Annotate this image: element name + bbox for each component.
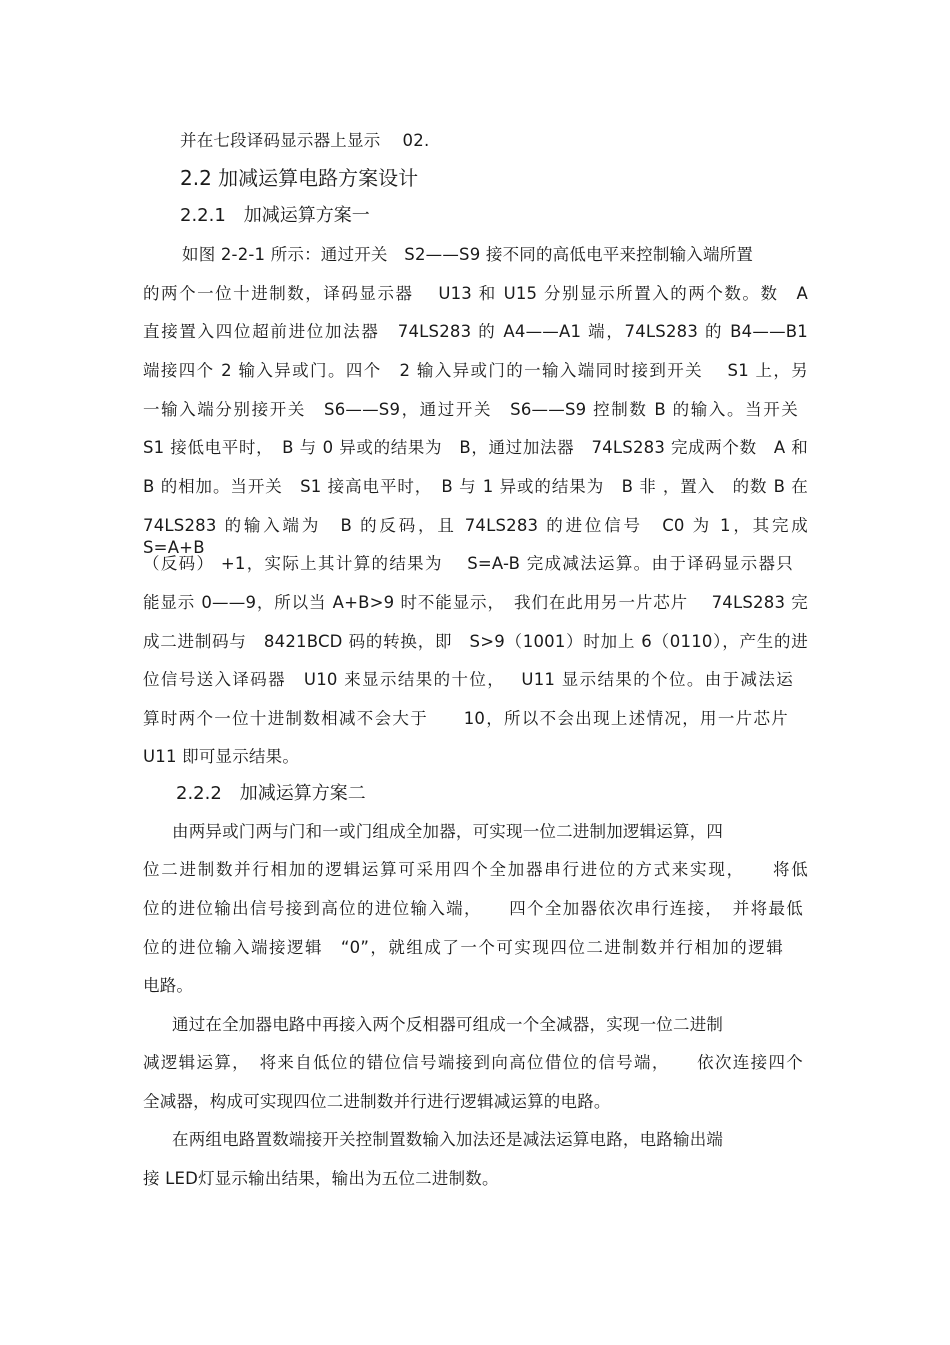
section-heading-2-2: 2.2 加减运算电路方案设计 <box>180 166 419 190</box>
body-line: 74LS283 的输入端为 B 的反码，且 74LS283 的进位信号 C0 为 1，其完成 S=A+B <box>143 516 825 557</box>
body-line: 位二进制数并行相加的逻辑运算可采用四个全加器串行进位的方式来实现， 将低 <box>143 860 808 879</box>
body-line: 的两个一位十进制数，译码显示器 U13 和 U15 分别显示所置入的两个数。数 A <box>143 284 808 303</box>
body-line: U11 即可显示结果。 <box>143 747 300 766</box>
body-line: 电路。 <box>143 976 194 995</box>
body-line: 如图 2-2-1 所示：通过开关 S2——S9 接不同的高低电平来控制输入端所置 <box>182 245 754 264</box>
body-line: 通过在全加器电路中再接入两个反相器可组成一个全减器，实现一位二进制 <box>172 1015 724 1034</box>
body-line: 能显示 0——9，所以当 A+B>9 时不能显示， 我们在此用另一片芯片 74LS283 完 <box>143 593 808 612</box>
body-line: 一输入端分别接开关 S6——S9，通过开关 S6——S9 控制数 B 的输入。当开关 <box>143 400 798 419</box>
body-line: 减逻辑运算， 将来自低位的错位信号端接到向高位借位的信号端， 依次连接四个 <box>143 1053 803 1072</box>
body-line: 全减器，构成可实现四位二进制数并行进行逻辑减运算的电路。 <box>143 1092 611 1111</box>
body-line: 位的进位输出信号接到高位的进位输入端， 四个全加器依次串行连接， 并将最低 <box>143 899 803 918</box>
body-line: 在两组电路置数端接开关控制置数输入加法还是减法运算电路，电路输出端 <box>172 1130 724 1149</box>
section-heading-2-2-1: 2.2.1 加减运算方案一 <box>180 205 370 226</box>
section-heading-2-2-2: 2.2.2 加减运算方案二 <box>176 783 366 804</box>
body-line: 算时两个一位十进制数相减不会大于 10，所以不会出现上述情况，用一片芯片 <box>143 709 788 728</box>
body-line: 接 LED灯显示输出结果，输出为五位二进制数。 <box>143 1169 499 1188</box>
intro-line: 并在七段译码显示器上显示 02. <box>180 131 430 150</box>
body-line: 端接四个 2 输入异或门。四个 2 输入异或门的一输入端同时接到开关 S1 上，另 <box>143 361 808 380</box>
body-line: 成二进制码与 8421BCD 码的转换，即 S>9（1001）时加上 6（0110），产生的进 <box>143 632 808 651</box>
body-line: S1 接低电平时， B 与 0 异或的结果为 B，通过加法器 74LS283 完成两个数 A 和 <box>143 438 808 457</box>
body-line: 直接置入四位超前进位加法器 74LS283 的 A4——A1 端，74LS283 的 B4——B1 <box>143 322 808 341</box>
body-line: B 的相加。当开关 S1 接高电平时， B 与 1 异或的结果为 B 非 ，置入 的数 B 在 <box>143 477 808 496</box>
body-line: （反码） +1，实际上其计算的结果为 S=A-B 完成减法运算。由于译码显示器只 <box>143 554 793 573</box>
body-line: 由两异或门两与门和一或门组成全加器，可实现一位二进制加逻辑运算，四 <box>172 822 724 841</box>
body-line: 位的进位输入端接逻辑 “0”，就组成了一个可实现四位二进制数并行相加的逻辑 <box>143 938 783 957</box>
body-line: 位信号送入译码器 U10 来显示结果的十位， U11 显示结果的个位。由于减法运 <box>143 670 793 689</box>
